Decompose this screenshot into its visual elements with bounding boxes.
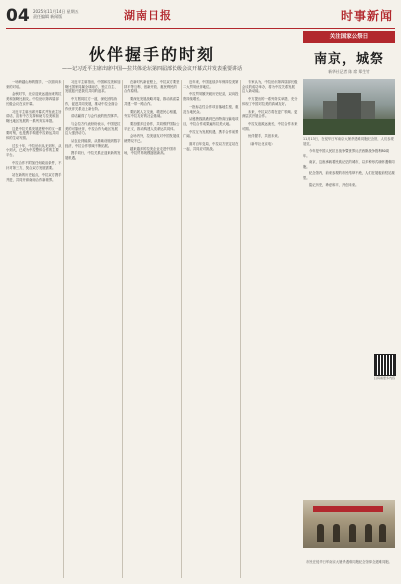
column-divider [122,80,123,578]
sidebar-author: 新华社记者 陈 席 郑生竹 [328,69,370,74]
article-paragraph: 要深化发展战略对接，推动高质量共建一带一路合作。 [124,97,180,106]
article-paragraph: 携手同行，中拉关系正迎来新的发展机遇。 [65,151,121,161]
photo-figure [365,524,372,542]
article-paragraph: 讲话赢得了与会代表的热烈掌声。 [71,114,121,119]
article-column [6,80,62,578]
sidebar-text [303,149,395,187]
masthead [6,4,395,29]
article-paragraph: 面对百年变局，中拉双方坚定站在一起，共同应对挑战。 [183,142,239,151]
article-paragraph: 中拉互为发展机遇，携手合作前景广阔。 [183,129,239,139]
article-paragraph: 要加强多边协作，共同维护国际公平正义，推动构建人类命运共同体。 [124,121,180,131]
article-paragraph: 在新时代新征程上，中拉双方要坚持平等互利、创新开放、惠民利民的合作原则。 [124,80,180,94]
article-paragraph: 金秋时节，北京迎来远道而来的拉美和加勒比朋友。中拉论坛第四届部长级会议在京开幕。 [6,92,62,106]
article-paragraph: 中拉合作不附加任何政治条件，不针对第三方，契合双方发展需要。 [6,160,62,170]
article-paragraph: 越来越多的拉美企业走进中国市场，中拉贸易规模屡创新高。 [124,146,177,156]
memorial-photo [303,79,395,135]
article-paragraph: 站在新的历史起点，中拉双方携手并进，共同开辟南南合作新境界。 [6,173,62,182]
article-paragraph: 从农业到能源，从基础设施到数字经济，中拉合作领域不断拓展。 [65,139,121,148]
section-title: 时事新闻 [340,9,393,23]
column-divider [63,80,64,578]
article-paragraph: 这是中拉关系发展进程中的又一重要时刻，也是携手构建中拉命运共同体的生动写照。 [6,126,62,141]
photo-figure [333,524,340,542]
photo-banner [313,506,383,512]
qr-caption: 扫码看更多内容 [373,376,395,380]
sidebar-feature [303,31,395,578]
article-paragraph: 伙伴握手，共创未来。 [248,134,281,139]
article-paragraph: 从秘鲁钱凯港到巴西特高压输电项目，中拉合作成果遍布拉美大地。 [183,117,239,126]
photo-figure [349,524,356,542]
photo-caption: 11月13日，在侵华日军南京大屠杀遇难同胞纪念馆，人们参观展览。 [303,137,394,146]
article-paragraph: 中拉贸易额突破历史纪录，双向投资持续增长。 [183,92,239,102]
article-paragraph: 专家认为，中拉论坛第四届部长级会议的成功举办，将为中拉关系发展注入新动能。 [242,80,298,94]
article-body [6,80,298,578]
article-paragraph: 习近平主席出席开幕式并发表主旨讲话，宣布中方支持和助力拉美和加勒比地区发展的一系列务实举措。 [6,109,62,123]
mourning-photo [303,500,395,548]
article-column [65,80,121,578]
article-paragraph: 一批标志性合作项目落地生根，惠及当地民众。 [183,104,239,114]
sidebar-banner: 关注国家公祭日 [303,31,395,43]
column-divider [240,80,241,578]
date-text: 2025年11月14日 星期五 [33,9,79,14]
article-column [124,80,180,578]
article-headline: 伙伴握手的时刻 [88,45,215,64]
article-paragraph: 中拉友谊源远流长，中拉合作未来可期。 [242,121,298,131]
article-paragraph: 未来，中拉双方将在更广领域、更深层次开展合作。 [242,109,298,119]
article-paragraph: 要拓展人文交流，增进民心相通，夯实中拉友好的社会基础。 [124,109,180,119]
sidebar-paragraph: 今年是中国人民抗日战争暨世界反法西斯战争胜利80周年。 [303,149,390,158]
article-paragraph: 过去十年，中拉论坛从无到有，从小到大，已成为中拉整体合作的主要平台。 [6,143,62,158]
date-line [33,9,103,19]
photo-building-tower [337,93,361,121]
photo2-caption: 市民在侵华日军南京大屠杀遇难同胞纪念馆悼念遇难同胞。 [306,559,392,564]
sidebar-title: 南京，城祭 [313,52,384,67]
page-number: 04 [6,6,30,26]
article-paragraph: 近年来，中国连续多年保持拉美第二大贸易伙伴地位。 [183,80,239,89]
article-paragraph: 会场内外，拉美朋友对中国发展成就赞叹不已。 [124,134,180,144]
editor-text: 责任编辑 新闻版 [33,14,63,19]
article-paragraph: （新华社北京电） [248,142,275,147]
article-paragraph: 一场跨越山海的握手，一次面向未来的对话。 [6,80,62,89]
article-subhead: ——记习近平主席出席中国—拉共体论坛第四届部长级会议开幕式并发表重要讲话 [61,66,242,72]
article-paragraph: 中方愿同拉方一道，深化团结协作，促进共同发展，推动中拉全面合作伙伴关系迈上新台阶。 [65,97,118,111]
sidebar-paragraph: 纪念馆内，前来参观的市民络绎不绝，人们在展板前驻足凝思。 [303,171,395,180]
newspaper-logo: 湖南日报 [124,9,172,22]
qr-code-icon[interactable] [374,354,396,376]
article-paragraph: 中方提出的一系列务实举措，充分体现了中国对拉美的真诚友好。 [242,97,298,106]
article-column [183,80,239,578]
article-column [242,80,298,578]
sidebar-paragraph: 南京，这座承载着民族记忆的城市，以多种形式缅怀遇难同胞。 [303,160,395,169]
article-paragraph: 习近平主席指出，中国和拉美和加勒比国家同属全球南方，独立自主、发展振兴是我们共同的追求。 [65,80,121,94]
sidebar-paragraph: 铭记历史，珍爱和平，开创未来。 [309,182,359,187]
photo-trees [303,119,395,135]
article-paragraph: 与会拉方代表纷纷表示，中国是拉美的可靠伙伴，中拉合作为地区发展注入强劲动力。 [65,121,121,136]
photo-figure [317,524,324,542]
column-divider [181,80,182,578]
photo-figure [379,524,386,542]
